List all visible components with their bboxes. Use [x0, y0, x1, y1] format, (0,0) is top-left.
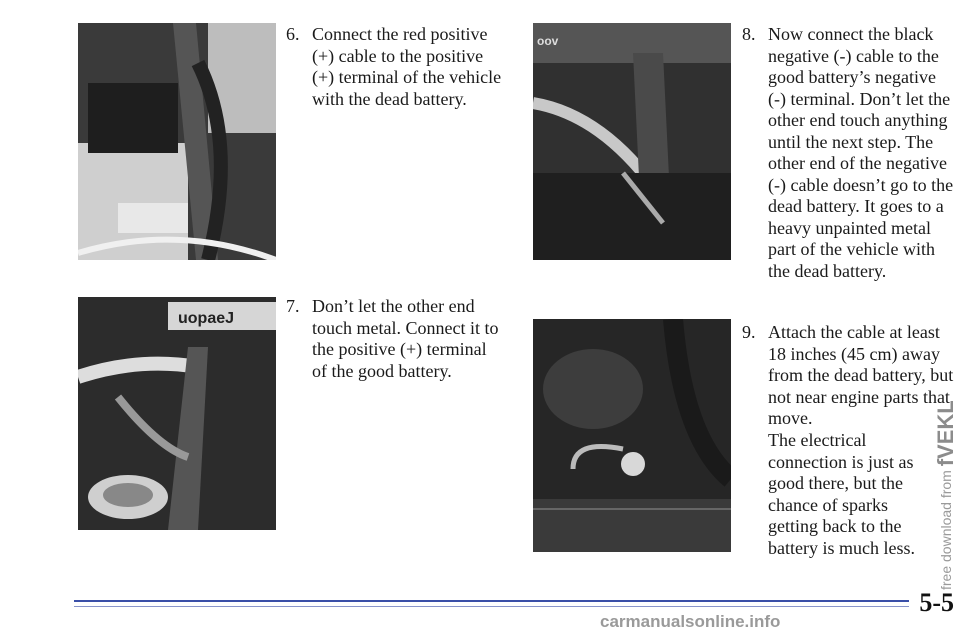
step-6-number: 6. [286, 24, 300, 44]
step-7-number: 7. [286, 296, 300, 316]
step-9-number: 9. [742, 322, 756, 342]
page-number: 5-5 [919, 588, 954, 617]
photo-step-6-illustration [78, 23, 276, 260]
side-watermark [933, 300, 960, 590]
photo-step-9-unpainted-metal-ground [533, 319, 731, 552]
photo-step-8-black-cable-good-battery [533, 23, 731, 260]
step-8-text: Now connect the black negative (-) cable to the good battery’s negative (-) terminal. Don’t let the other end touch anything until the next step. The other end of the negative (-) cable doesn’t go to the dead battery. It goes to a heavy unpainted metal part of the vehicle with the dead battery. [768, 24, 954, 281]
step-9-text: Attach the cable at least 18 inches (45 cm) away from the dead battery, but not near engine parts that move. [768, 322, 954, 428]
step-9-note: The electrical connection is just as good there, but the chance of sparks getting back to the battery is much less. [768, 430, 915, 558]
photo-step-8-illustration [533, 23, 731, 260]
photo-step-6-red-cable-dead-battery [78, 23, 276, 260]
photo-8-sticker-text: ооv [537, 34, 559, 48]
photo-step-7-good-battery-terminal [78, 297, 276, 530]
step-7-text: Don’t let the other end touch metal. Connect it to the positive (+) terminal of the good battery. [312, 296, 499, 381]
step-8-number: 8. [742, 24, 756, 44]
footer-rule-bottom [74, 606, 909, 607]
footer-rule-top [74, 600, 909, 602]
photo-7-sticker-text: uopaeJ [178, 310, 235, 327]
photo-step-9-illustration [533, 319, 731, 552]
photo-step-7-illustration [78, 297, 276, 530]
side-watermark-brand: fVEKL [933, 400, 958, 467]
step-6-text: Connect the red positive (+) cable to the positive (+) terminal of the vehicle with the dead battery. [312, 24, 502, 109]
side-watermark-prefix: free download from [938, 470, 954, 590]
bottom-watermark: carmanualsonline.info [600, 612, 781, 631]
